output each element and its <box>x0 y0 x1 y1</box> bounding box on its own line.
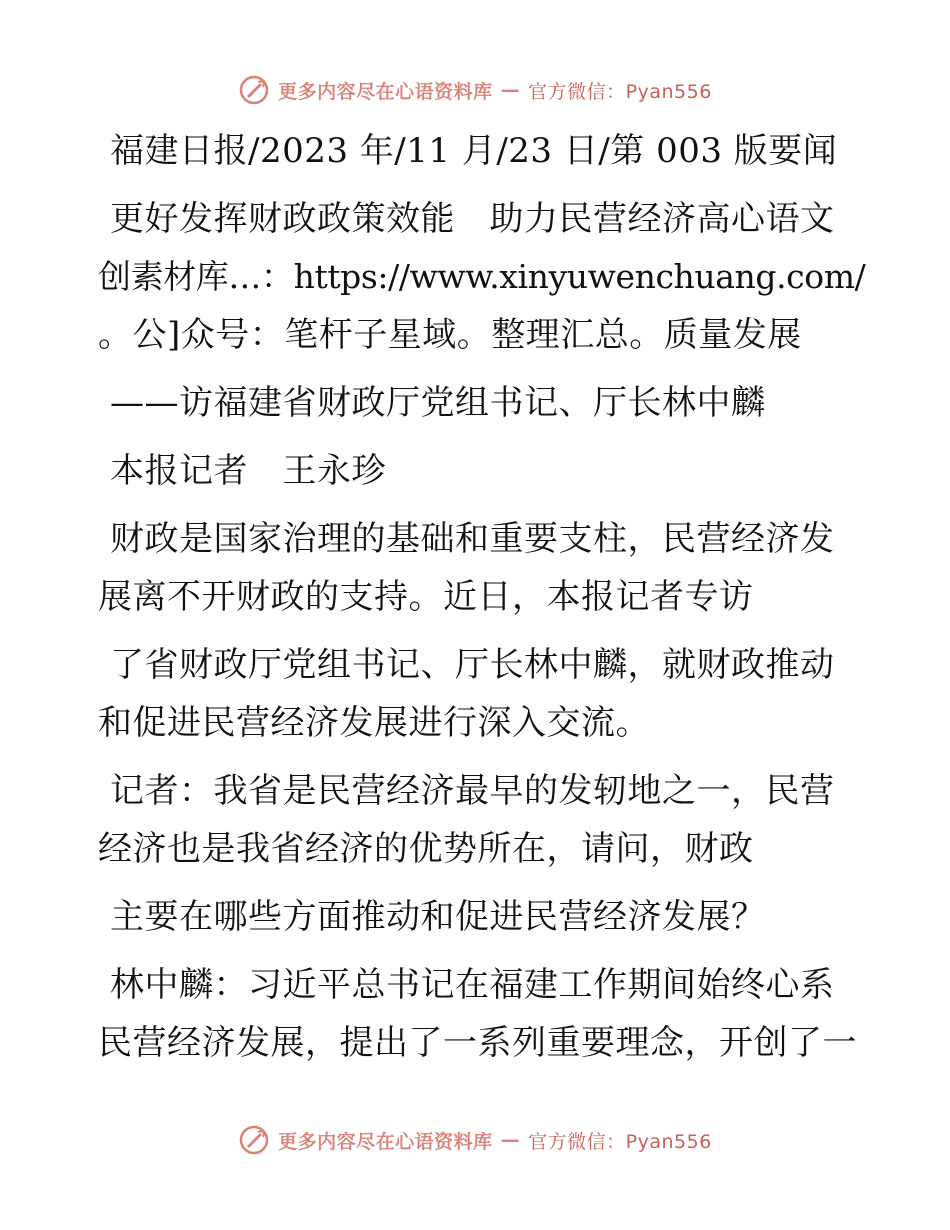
question-line-2: 经济也是我省经济的优势所在，请问，财政 <box>98 829 754 869</box>
headline-line-2: 创素材库…：https://www.xinyuwenchuang.com/ <box>98 257 866 296</box>
quill-seal-icon <box>238 1124 270 1156</box>
byline: 本报记者 王永珍 <box>110 451 386 491</box>
paragraph-1-line-1: 财政是国家治理的基础和重要支柱，民营经济发 <box>110 519 835 559</box>
watermark-banner-bottom <box>0 1122 950 1158</box>
paragraph-1-line-3: 了省财政厅党组书记、厅长林中麟，就财政推动 <box>110 645 835 685</box>
watermark-brand: 更多内容尽在心语资料库 <box>278 1130 493 1153</box>
subheadline: ——访福建省财政厅党组书记、厅长林中麟 <box>110 383 766 423</box>
watermark-account: 官方微信：Pyan556 <box>528 80 712 103</box>
headline-line-3: 。公]众号：笔杆子星域。整理汇总。质量发展 <box>98 315 802 355</box>
headline-line-1: 更好发挥财政政策效能 助力民营经济高心语文 <box>110 199 835 239</box>
question-line-3: 主要在哪些方面推动和促进民营经济发展？ <box>110 897 766 937</box>
dateline: 福建日报/2023 年/11 月/23 日/第 003 版要闻 <box>110 131 838 171</box>
watermark-account: 官方微信：Pyan556 <box>528 1130 712 1153</box>
watermark-brand: 更多内容尽在心语资料库 <box>278 80 493 103</box>
quill-seal-icon <box>238 74 270 106</box>
paragraph-1-line-4: 和促进民营经济发展进行深入交流。 <box>98 703 650 743</box>
watermark-banner-top <box>0 72 950 108</box>
question-line-1: 记者：我省是民营经济最早的发轫地之一，民营 <box>110 771 835 811</box>
watermark-separator: — <box>500 79 521 101</box>
article-body <box>98 122 866 1072</box>
paragraph-1-line-2: 展离不开财政的支持。近日，本报记者专访 <box>98 577 754 617</box>
answer-line-2: 民营经济发展，提出了一系列重要理念，开创了一 <box>98 1023 857 1063</box>
answer-line-1: 林中麟：习近平总书记在福建工作期间始终心系 <box>110 965 835 1005</box>
watermark-separator: — <box>500 1129 521 1151</box>
